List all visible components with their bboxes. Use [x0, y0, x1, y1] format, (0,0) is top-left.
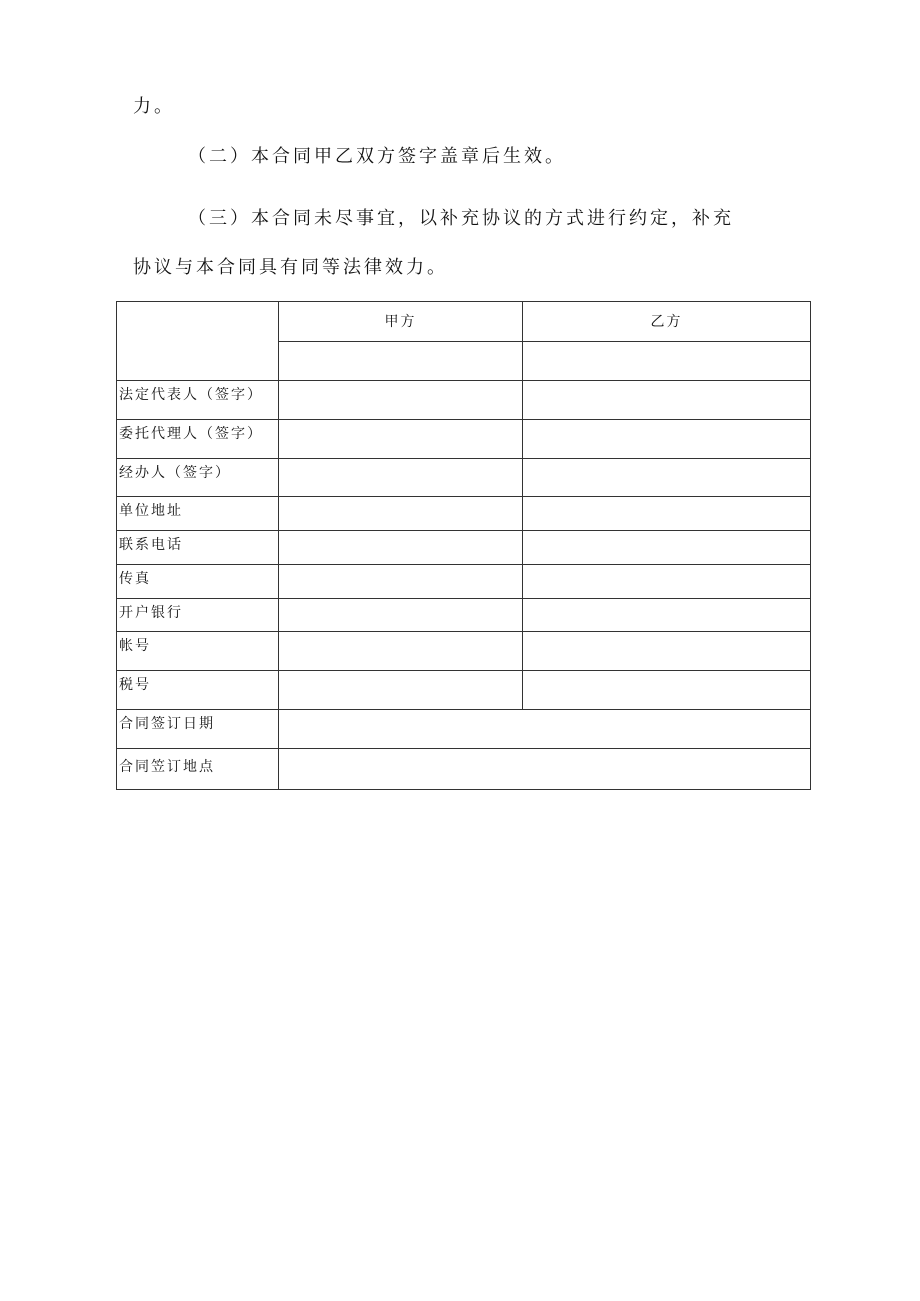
account-party-a-cell[interactable]: [279, 632, 523, 671]
bank-party-a-cell[interactable]: [279, 599, 523, 632]
row-label-account: 帐号: [117, 632, 279, 671]
tax-id-party-a-cell[interactable]: [279, 671, 523, 710]
address-party-a-cell[interactable]: [279, 497, 523, 531]
row-label-sign-place: 合同笠订地点: [117, 749, 279, 790]
sign-place-cell[interactable]: [279, 749, 811, 790]
legal-rep-party-a-cell[interactable]: [279, 381, 523, 420]
row-label-phone: 联系电话: [117, 531, 279, 565]
bank-party-b-cell[interactable]: [523, 599, 811, 632]
fax-party-b-cell[interactable]: [523, 565, 811, 599]
agent-party-b-cell[interactable]: [523, 420, 811, 459]
party-b-name-cell[interactable]: [523, 342, 811, 381]
party-a-header: 甲方: [279, 302, 523, 342]
clause-2: （二）本合同甲乙双方签字盖章后生效。: [188, 146, 566, 167]
phone-party-b-cell[interactable]: [523, 531, 811, 565]
party-a-name-cell[interactable]: [279, 342, 523, 381]
paragraph-continuation: 力。: [133, 96, 175, 117]
party-b-header: 乙方: [523, 302, 811, 342]
row-label-sign-date: 合同签订日期: [117, 710, 279, 749]
address-party-b-cell[interactable]: [523, 497, 811, 531]
handler-party-a-cell[interactable]: [279, 459, 523, 497]
row-label-fax: 传真: [117, 565, 279, 599]
row-label-address: 单位地址: [117, 497, 279, 531]
fax-party-a-cell[interactable]: [279, 565, 523, 599]
tax-id-party-b-cell[interactable]: [523, 671, 811, 710]
row-label-bank: 开户银行: [117, 599, 279, 632]
signature-table: [116, 301, 811, 790]
agent-party-a-cell[interactable]: [279, 420, 523, 459]
legal-rep-party-b-cell[interactable]: [523, 381, 811, 420]
handler-party-b-cell[interactable]: [523, 459, 811, 497]
row-label-agent: 委托代理人（签字）: [117, 420, 279, 459]
table-corner-cell: [117, 302, 279, 381]
account-party-b-cell[interactable]: [523, 632, 811, 671]
clause-3-continuation: 协议与本合同具有同等法律效力。: [133, 257, 448, 278]
row-label-legal-rep: 法定代表人（签字）: [117, 381, 279, 420]
clause-3: （三）本合同未尽事宜，以补充协议的方式进行约定，补充: [188, 208, 734, 229]
row-label-handler: 经办人（签字）: [117, 459, 279, 497]
sign-date-cell[interactable]: [279, 710, 811, 749]
row-label-tax-id: 税号: [117, 671, 279, 710]
phone-party-a-cell[interactable]: [279, 531, 523, 565]
